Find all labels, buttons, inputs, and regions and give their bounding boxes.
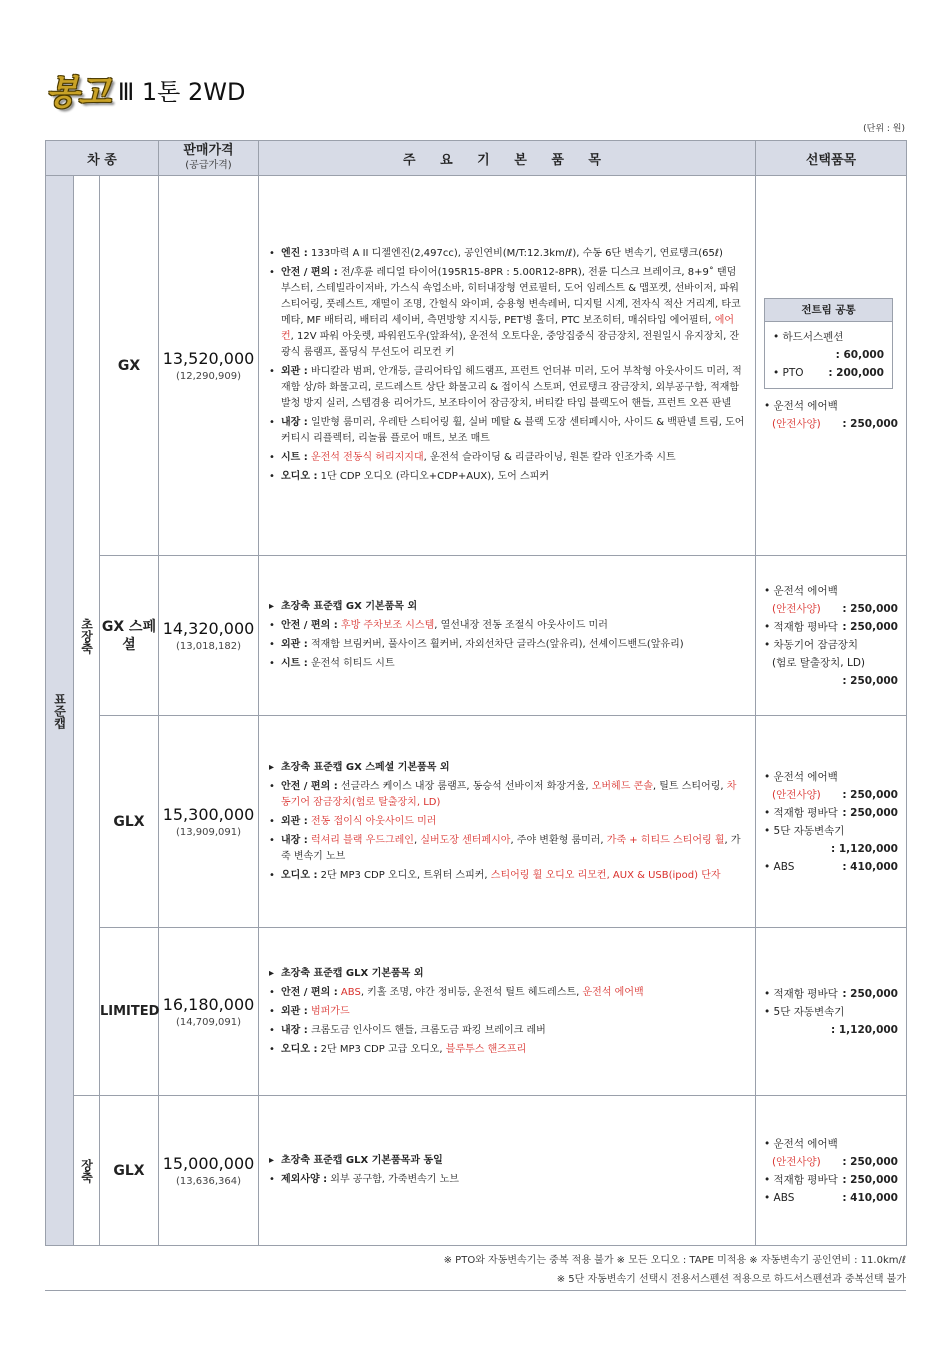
category-long-axle-2: 장축 <box>74 1096 100 1246</box>
trim-glx: GLX <box>100 716 159 928</box>
list-item: • 엔진 : 133마력 A II 디젤엔진(2,497cc), 공인연비(M/T:12.3km/ℓ), 수동 6단 변속기, 연료탱크(65ℓ) <box>269 246 745 262</box>
list-item: • 내장 : 크롬도금 인사이드 핸들, 크롬도금 파킹 브레이크 레버 <box>269 1023 745 1039</box>
options-gx-special: • 운전석 에어백 (안전사양) : 250,000 • 적재함 평바닥 : 250,000 • 차동기어 잠금장치 (험로 탈출장치, LD) : 250,000 <box>756 556 907 716</box>
features-gx <box>259 176 756 556</box>
note-line-1: ※ PTO와 자동변속기는 중복 적용 불가 ※ 모든 오디오 : TAPE 미적용 ※ 자동변속기 공인연비 : 11.0km/ℓ <box>443 1255 906 1266</box>
list-item: • 외관 : 적재함 브림커버, 풀사이즈 휠커버, 자외선차단 글라스(앞유리), 선셰이드밴드(앞유리) <box>269 637 745 653</box>
features-glx <box>259 716 756 928</box>
options-gx: 전트림 공통 • 하드서스펜션 : 60,000 • PTO : 200,000 • 운전석 에어백 (안전사양) : 250,000 <box>756 176 907 556</box>
list-item: • 오디오 : 2단 MP3 CDP 고급 오디오, 블루투스 핸즈프리 <box>269 1042 745 1058</box>
options-limited: • 적재함 평바닥 : 250,000 • 5단 자동변속기 : 1,120,000 <box>756 928 907 1096</box>
price-glx-long: 15,000,000 (13,636,364) <box>159 1096 259 1246</box>
list-item: • 오디오 : 1단 CDP 오디오 (라디오+CDP+AUX), 도어 스피커 <box>269 469 745 485</box>
list-item: • 외관 : 전동 접이식 아웃사이드 미러 <box>269 814 745 830</box>
price-limited: 16,180,000 (14,709,091) <box>159 928 259 1096</box>
category-standard-cab: 표준캡 <box>46 176 74 1246</box>
price-gx: 13,520,000 (12,290,909) <box>159 176 259 556</box>
header-options: 선택품목 <box>756 141 907 176</box>
common-options-box: 전트림 공통 • 하드서스펜션 : 60,000 • PTO : 200,000 <box>764 298 893 389</box>
features-gx-special <box>259 556 756 716</box>
trim-glx-long: GLX <box>100 1096 159 1246</box>
list-item: • 시트 : 운전석 전동식 허리지지대, 운전석 슬라이딩 & 리클라이닝, 원톤 칼라 인조가죽 시트 <box>269 450 745 466</box>
trim-gx: GX <box>100 176 159 556</box>
price-table <box>45 140 907 1246</box>
list-item: • 외관 : 범퍼가드 <box>269 1004 745 1020</box>
list-item: ▸ 초장축 표준캡 GLX 기본품목과 동일 <box>269 1153 745 1169</box>
list-item: • 안전 / 편의 : 선글라스 케이스 내장 룸램프, 동승석 선바이저 화장거울, 오버헤드 콘솔, 틸트 스티어링, 차동기어 잠금장치(험로 탈출장치, LD) <box>269 779 745 811</box>
list-item: ▸ 초장축 표준캡 GX 기본품목 외 <box>269 599 745 615</box>
list-item: • 내장 : 럭셔리 블랙 우드그레인, 실버도장 센터페시아, 주야 변환형 룸미러, 가죽 + 히티드 스티어링 휠, 가죽 변속기 노브 <box>269 833 745 865</box>
trim-limited: LIMITED <box>100 928 159 1096</box>
options-glx-long: • 운전석 에어백 (안전사양) : 250,000 • 적재함 평바닥 : 250,000 • ABS : 410,000 <box>756 1096 907 1246</box>
list-item: • 안전 / 편의 : 후방 주차보조 시스템, 열선내장 전동 조절식 아웃사이드 미러 <box>269 618 745 634</box>
list-item: • 안전 / 편의 : ABS, 키홀 조명, 야간 정비등, 운전석 틸트 헤드레스트, 운전석 에어백 <box>269 985 745 1001</box>
list-item: • 내장 : 일반형 룸미러, 우레탄 스티어링 휠, 실버 메탈 & 블랙 도장 센터페시아, 사이드 & 백판넬 트림, 도어커티시 리플렉터, 리놀륨 플로어 매트, 보조 매트 <box>269 415 745 447</box>
bongo-logo: 봉고 <box>46 72 110 113</box>
features-limited <box>259 928 756 1096</box>
list-item: • 제외사양 : 외부 공구함, 가죽변속기 노브 <box>269 1172 745 1188</box>
list-item: ▸ 초장축 표준캡 GLX 기본품목 외 <box>269 966 745 982</box>
price-glx: 15,300,000 (13,909,091) <box>159 716 259 928</box>
bottom-divider <box>45 1290 906 1291</box>
category-long-axle: 초장축 <box>74 176 100 1096</box>
unit-label: (단위 : 원) <box>863 124 905 134</box>
header-price: 판매가격 (공급가격) <box>159 141 259 176</box>
page-title <box>46 64 245 114</box>
list-item: ▸ 초장축 표준캡 GX 스페셜 기본품목 외 <box>269 760 745 776</box>
price-gx-special: 14,320,000 (13,018,182) <box>159 556 259 716</box>
list-item: • 오디오 : 2단 MP3 CDP 오디오, 트위터 스피커, 스티어링 휠 오디오 리모컨, AUX & USB(ipod) 단자 <box>269 868 745 884</box>
list-item: • 안전 / 편의 : 전/후륜 레디얼 타이어(195R15-8PR : 5.00R12-8PR), 전륜 디스크 브레이크, 8+9˚ 탠덤부스터, 스테빌라이저바, 가스식 쇽업소바, 히터내장형 연료필터, 도어 임레스트 & 맵포켓, 선바이저, 파워 스티어링, 풋레스트, 재떨이 조명, 간헐식 와이퍼, 승용형 변속레버, 디지털 시계, 전자식 적산 거리계, 타코메타, MF 배터리, 배터리 세이버, 측면방향 지시등, PET병 홀더, PTC 보조히터, 매쉬타입 에어필터, 에어컨, 12V 파워 아웃렛, 파워윈도우(앞좌석), 운전석 오토다운, 중앙집중식 잠금장치, 전원일시 유지장치, 잔광식 룸램프, 폴딩식 무선도어 리모컨 키 <box>269 265 745 361</box>
header-vehicle: 차 종 <box>46 141 159 176</box>
trim-gx-special: GX 스페셜 <box>100 556 159 716</box>
list-item: • 외관 : 바디칼라 범퍼, 안개등, 클리어타입 헤드램프, 프런트 언더뷰 미러, 도어 부착형 아웃사이드 미러, 적재함 상/하 화물고리, 로드레스트 상단 화물고리 & 접이식 스토퍼, 연료탱크 잠금장치, 외부공구함, 적재함 발청 방지 실러, 스텝겸용 리어가드, 보조타이어 잠금장치, 버티칼 타입 블랙도어 핸들, 프런트 오픈 판넬 <box>269 364 745 412</box>
model-name: Ⅲ 1톤 2WD <box>117 77 246 106</box>
header-features: 주 요 기 본 품 목 <box>259 141 756 176</box>
list-item: • 시트 : 운전석 히티드 시트 <box>269 656 745 672</box>
options-glx: • 운전석 에어백 (안전사양) : 250,000 • 적재함 평바닥 : 250,000 • 5단 자동변속기 : 1,120,000 • ABS : 410,000 <box>756 716 907 928</box>
note-line-2: ※ 5단 자동변속기 선택시 전용서스펜션 적용으로 하드서스펜션과 중복선택 불가 <box>556 1274 906 1285</box>
features-glx-long <box>259 1096 756 1246</box>
